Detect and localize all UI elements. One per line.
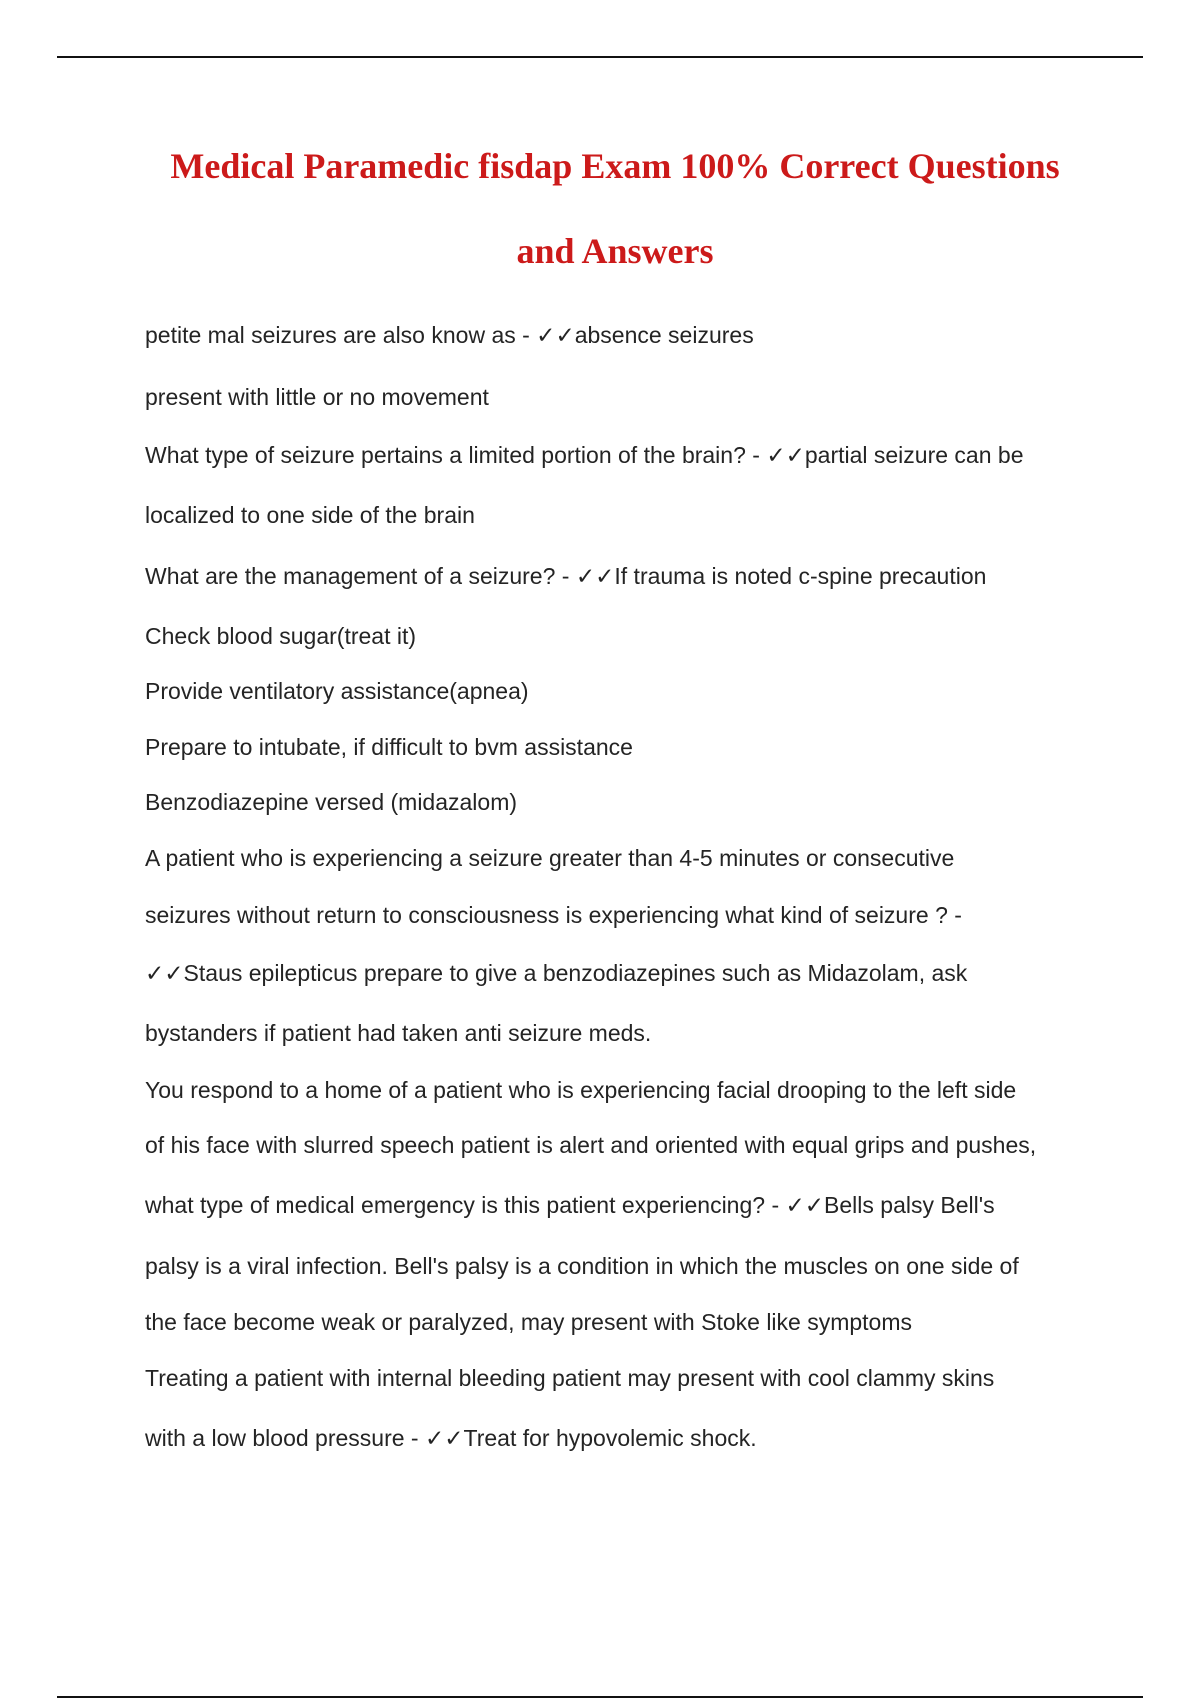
text-line: with a low blood pressure - ✓✓Treat for hypovolemic shock. [145, 1425, 757, 1451]
document-title-line-2: and Answers [516, 231, 714, 271]
text-line: what type of medical emergency is this patient experiencing? - ✓✓Bells palsy Bell's [145, 1192, 995, 1218]
text-line: Check blood sugar(treat it) [145, 623, 417, 649]
text-line: Treating a patient with internal bleeding patient may present with cool clammy skins [145, 1365, 995, 1391]
text-line: seizures without return to consciousness is experiencing what kind of seizure ? - [145, 902, 962, 928]
text-line: You respond to a home of a patient who is experiencing facial drooping to the left side [145, 1077, 1017, 1103]
bottom-divider [57, 1696, 1143, 1698]
text-line: A patient who is experiencing a seizure greater than 4-5 minutes or consecutive [145, 845, 955, 871]
text-line: present with little or no movement [145, 384, 489, 410]
text-line: bystanders if patient had taken anti seizure meds. [145, 1020, 652, 1046]
text-line: localized to one side of the brain [145, 502, 475, 528]
text-line: Prepare to intubate, if difficult to bvm assistance [145, 734, 633, 760]
top-divider [57, 56, 1143, 58]
text-line: Benzodiazepine versed (midazalom) [145, 789, 518, 815]
text-line: ✓✓Staus epilepticus prepare to give a benzodiazepines such as Midazolam, ask [145, 960, 968, 986]
text-line: the face become weak or paralyzed, may present with Stoke like symptoms [145, 1309, 913, 1335]
text-line: What type of seizure pertains a limited portion of the brain? - ✓✓partial seizure can be [145, 442, 1024, 468]
text-line: What are the management of a seizure? - ✓✓If trauma is noted c-spine precaution [145, 563, 987, 589]
text-line: Provide ventilatory assistance(apnea) [145, 678, 529, 704]
text-line: petite mal seizures are also know as - ✓✓absence seizures [145, 322, 754, 348]
text-line: of his face with slurred speech patient is alert and oriented with equal grips and pushes, [145, 1132, 1037, 1158]
text-line: palsy is a viral infection. Bell's palsy is a condition in which the muscles on one side of [145, 1253, 1019, 1279]
document-title-line-1: Medical Paramedic fisdap Exam 100% Correct Questions [170, 146, 1060, 186]
